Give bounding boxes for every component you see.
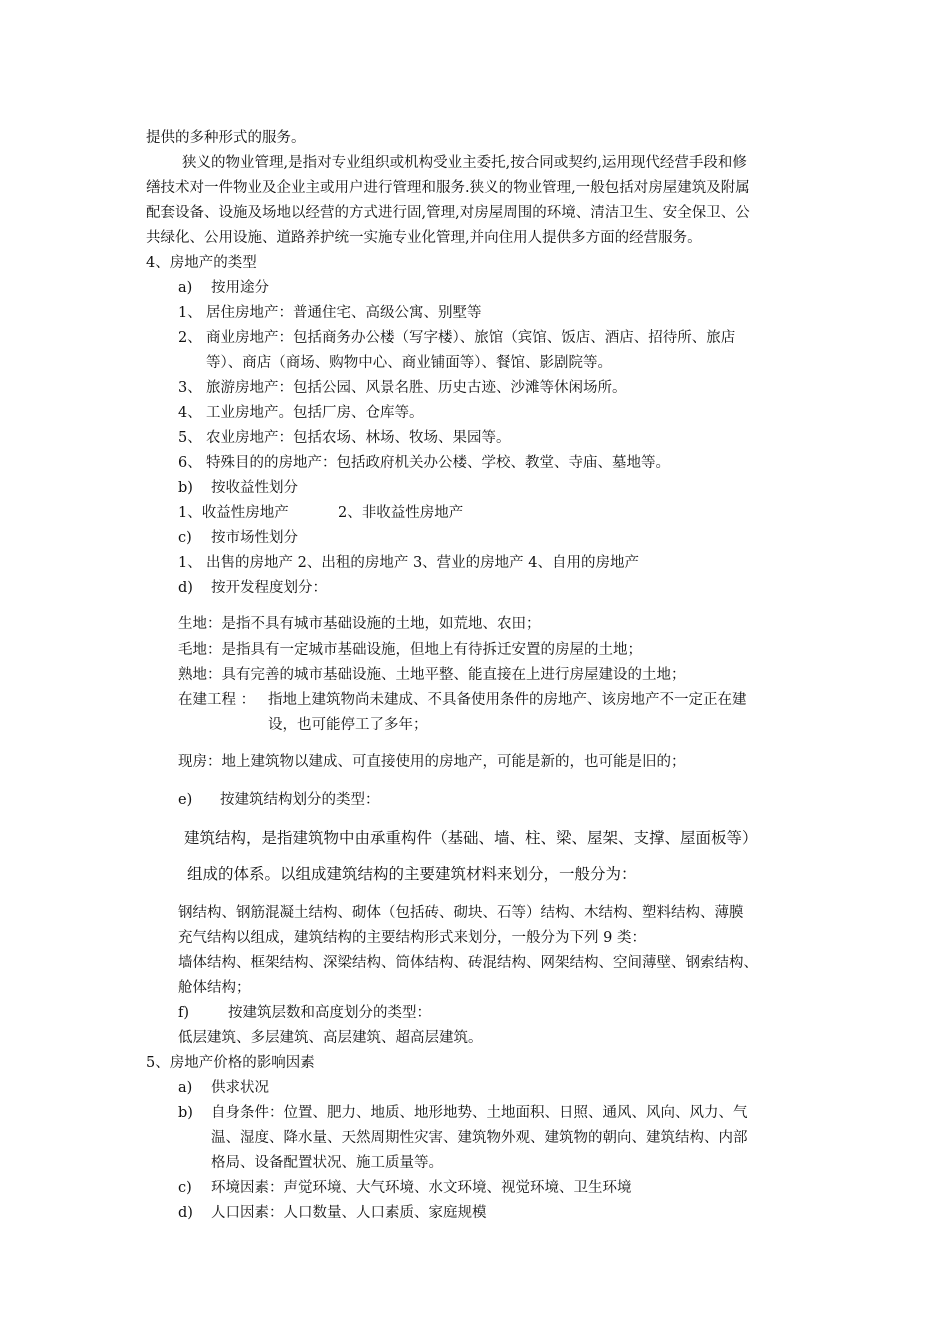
list-item: 农业房地产：包括农场、林场、牧场、果园等。 <box>206 430 511 446</box>
paragraph-line: 充气结构以组成，建筑结构的主要结构形式来划分，一般分为下列 9 类： <box>178 930 646 946</box>
definition-continuation: 设，也可能停工了多年； <box>268 717 428 733</box>
list-item: 按建筑层数和高度划分的类型： <box>228 1005 431 1021</box>
list-item: 按用途分 <box>211 280 269 296</box>
list-marker: d) <box>178 580 193 596</box>
list-item: 按建筑结构划分的类型： <box>220 792 380 808</box>
list-marker: d) <box>178 1205 193 1221</box>
definition-line: 生地：是指不具有城市基础设施的土地，如荒地、农田； <box>178 616 541 632</box>
list-marker: 1、 <box>178 305 202 321</box>
definition-term: 在建工程 ： <box>178 692 256 708</box>
paragraph-line: 共绿化、公用设施、道路养护统一实施专业化管理,并向住用人提供多方面的经营服务。 <box>146 230 702 246</box>
list-marker: c) <box>178 530 192 546</box>
list-item: 商业房地产：包括商务办公楼（写字楼）、旅馆（宾馆、饭店、酒店、招待所、旅店 <box>206 330 736 346</box>
list-marker: 4、 <box>178 405 202 421</box>
list-item: 自身条件：位置、肥力、地质、地形地势、土地面积、日照、通风、风向、风力、气 <box>211 1105 748 1121</box>
paragraph-line: 狭义的物业管理,是指对专业组织或机构受业主委托,按合同或契约,运用现代经营手段和修 <box>182 155 747 171</box>
list-marker: a) <box>178 280 193 296</box>
list-item: 环境因素：声觉环境、大气环境、水文环境、视觉环境、卫生环境 <box>211 1180 632 1196</box>
list-marker: 3、 <box>178 380 202 396</box>
list-item: 按市场性划分 <box>211 530 298 546</box>
list-item: 按开发程度划分： <box>211 580 327 596</box>
list-marker: 1、 <box>178 555 202 571</box>
list-item-continuation: 温、湿度、降水量、天然周期性灾害、建筑物外观、建筑物的朝向、建筑结构、内部 <box>211 1130 748 1146</box>
list-item: 人口因素：人口数量、人口素质、家庭规模 <box>211 1205 487 1221</box>
list-marker: f) <box>178 1005 190 1021</box>
list-item: 供求状况 <box>211 1080 269 1096</box>
list-marker: b) <box>178 1105 193 1121</box>
list-marker: e) <box>178 792 193 808</box>
paragraph-line: 缮技术对一件物业及企业主或用户进行管理和服务.狭义的物业管理,一般包括对房屋建筑及附属 <box>146 180 750 196</box>
definition-line: 指地上建筑物尚未建成、不具备使用条件的房地产、该房地产不一定正在建 <box>268 692 747 708</box>
list-marker: c) <box>178 1180 192 1196</box>
list-item: 居住房地产：普通住宅、高级公寓、别墅等 <box>206 305 482 321</box>
definition-line: 毛地：是指具有一定城市基础设施，但地上有待拆迁安置的房屋的土地； <box>178 642 642 658</box>
paragraph-line: 钢结构、钢筋混凝土结构、砌体（包括砖、砌块、石等）结构、木结构、塑料结构、薄膜 <box>178 905 744 921</box>
list-item: 2、非收益性房地产 <box>338 505 464 521</box>
list-marker: 6、 <box>178 455 202 471</box>
paragraph-line: 建筑结构，是指建筑物中由承重构件（基础、墙、柱、梁、屋架、支撑、屋面板等） <box>184 829 758 847</box>
paragraph-line: 配套设备、设施及场地以经营的方式进行固,管理,对房屋周围的环境、清洁卫生、安全保卫、公 <box>146 205 750 221</box>
paragraph-line: 组成的体系。以组成建筑结构的主要建筑材料来划分，一般分为： <box>187 865 637 883</box>
list-item-continuation: 格局、设备配置状况、施工质量等。 <box>211 1155 443 1171</box>
list-item: 按收益性划分 <box>211 480 298 496</box>
paragraph-line: 舱体结构； <box>178 980 251 996</box>
list-marker: b) <box>178 480 193 496</box>
definition-line: 熟地：具有完善的城市基础设施、土地平整、能直接在上进行房屋建设的土地； <box>178 667 686 683</box>
section-heading: 4、房地产的类型 <box>146 255 257 271</box>
paragraph-line: 墙体结构、框架结构、深梁结构、筒体结构、砖混结构、网架结构、空间薄壁、钢索结构、 <box>178 955 758 971</box>
list-marker: 2、 <box>178 330 202 346</box>
paragraph-line: 低层建筑、多层建筑、高层建筑、超高层建筑。 <box>178 1030 483 1046</box>
list-marker: a) <box>178 1080 193 1096</box>
section-heading: 5、房地产价格的影响因素 <box>146 1055 315 1071</box>
list-item: 1、收益性房地产 <box>178 505 289 521</box>
list-marker: 5、 <box>178 430 202 446</box>
list-item: 旅游房地产：包括公园、风景名胜、历史古迹、沙滩等休闲场所。 <box>206 380 627 396</box>
paragraph-line: 提供的多种形式的服务。 <box>146 130 306 146</box>
list-item-continuation: 等）、商店（商场、购物中心、商业铺面等）、餐馆、影剧院等。 <box>206 355 612 371</box>
definition-line: 现房：地上建筑物以建成、可直接使用的房地产，可能是新的，也可能是旧的； <box>178 754 686 770</box>
list-item: 工业房地产。包括厂房、仓库等。 <box>206 405 424 421</box>
list-item: 出售的房地产 2、出租的房地产 3、营业的房地产 4、自用的房地产 <box>206 555 640 571</box>
list-item: 特殊目的的房地产：包括政府机关办公楼、学校、教堂、寺庙、墓地等。 <box>206 455 670 471</box>
